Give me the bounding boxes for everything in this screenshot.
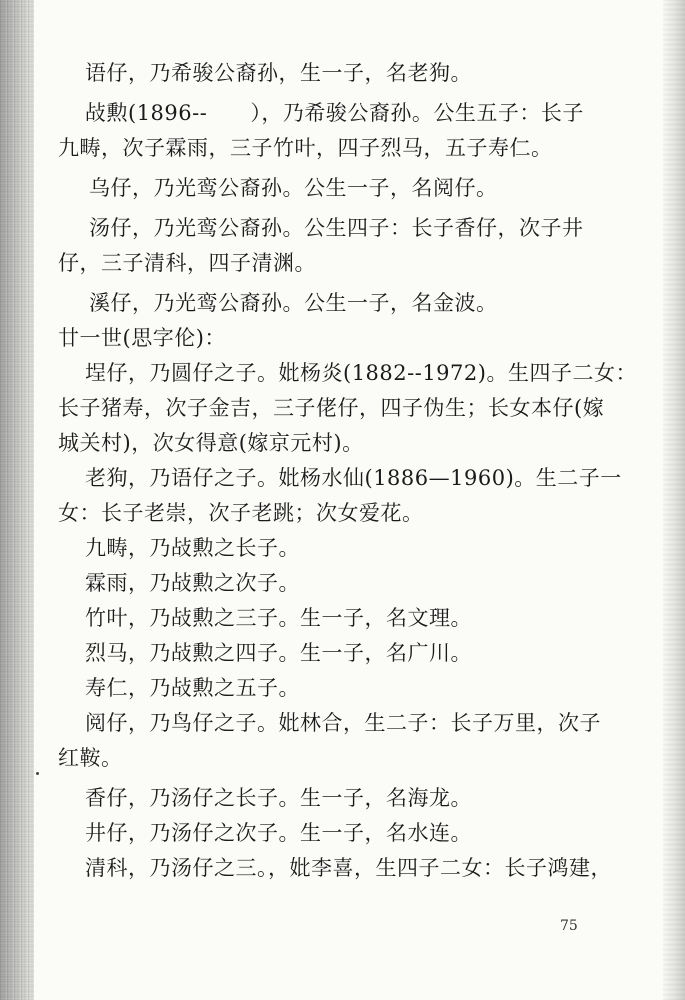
scan-shadow-right (663, 0, 685, 1000)
text-line: 敁勲(1896-- ），乃希骏公裔孙。公生五子：长子 (85, 101, 584, 125)
text-line: 红鞍。 (58, 746, 123, 770)
text-line: 清科，乃汤仔之三。，妣李喜，生四子二女：长子鸿建， (85, 856, 612, 880)
text-line: 长子猪寿，次子金吉，三子佬仔，四子伪生；长女本仔(嫁 (58, 396, 605, 420)
text-line: 乌仔，乃光鸾公裔孙。公生一子，名阅仔。 (89, 176, 498, 200)
text-line: 埕仔，乃圆仔之子。妣杨炎(1882--1972)。生四子二女： (85, 361, 637, 385)
text-line: 城关村)，次女得意(嫁京元村)。 (58, 431, 364, 455)
page-number: 75 (560, 918, 578, 934)
text-line: 霖雨，乃敁勲之次子。 (85, 571, 300, 595)
text-line: 语仔，乃希骏公裔孙，生一子，名老狗。 (85, 61, 472, 85)
text-line: 女：长子老崇，次子老跳；次女爱花。 (58, 501, 424, 525)
text-line: 溪仔，乃光鸾公裔孙。公生一子，名金波。 (89, 291, 498, 315)
section-heading: 廿一世(思字伦)： (58, 326, 226, 350)
text-line: 仔，三子清科，四子清渊。 (58, 251, 316, 275)
page-body (58, 56, 637, 886)
scan-speck (36, 772, 39, 775)
text-line: 汤仔，乃光鸾公裔孙。公生四子：长子香仔，次子井 (89, 216, 584, 240)
text-line: 寿仁，乃敁勲之五子。 (85, 676, 300, 700)
text-line: 阅仔，乃鸟仔之子。妣林合，生二子：长子万里，次子 (85, 711, 601, 735)
text-line: 烈马，乃敁勲之四子。生一子，名广川。 (85, 641, 472, 665)
text-line: 老狗，乃语仔之子。妣杨水仙(1886—1960)。生二子一 (85, 466, 622, 490)
text-line: 井仔，乃汤仔之次子。生一子，名水连。 (85, 821, 472, 845)
text-line: 九畴，乃敁勲之长子。 (85, 536, 300, 560)
scan-shadow-left (0, 0, 34, 1000)
text-line: 九畴，次子霖雨，三子竹叶，四子烈马，五子寿仁。 (58, 136, 553, 160)
text-line: 香仔，乃汤仔之长子。生一子，名海龙。 (85, 786, 472, 810)
text-line: 竹叶，乃敁勲之三子。生一子，名文理。 (85, 606, 472, 630)
